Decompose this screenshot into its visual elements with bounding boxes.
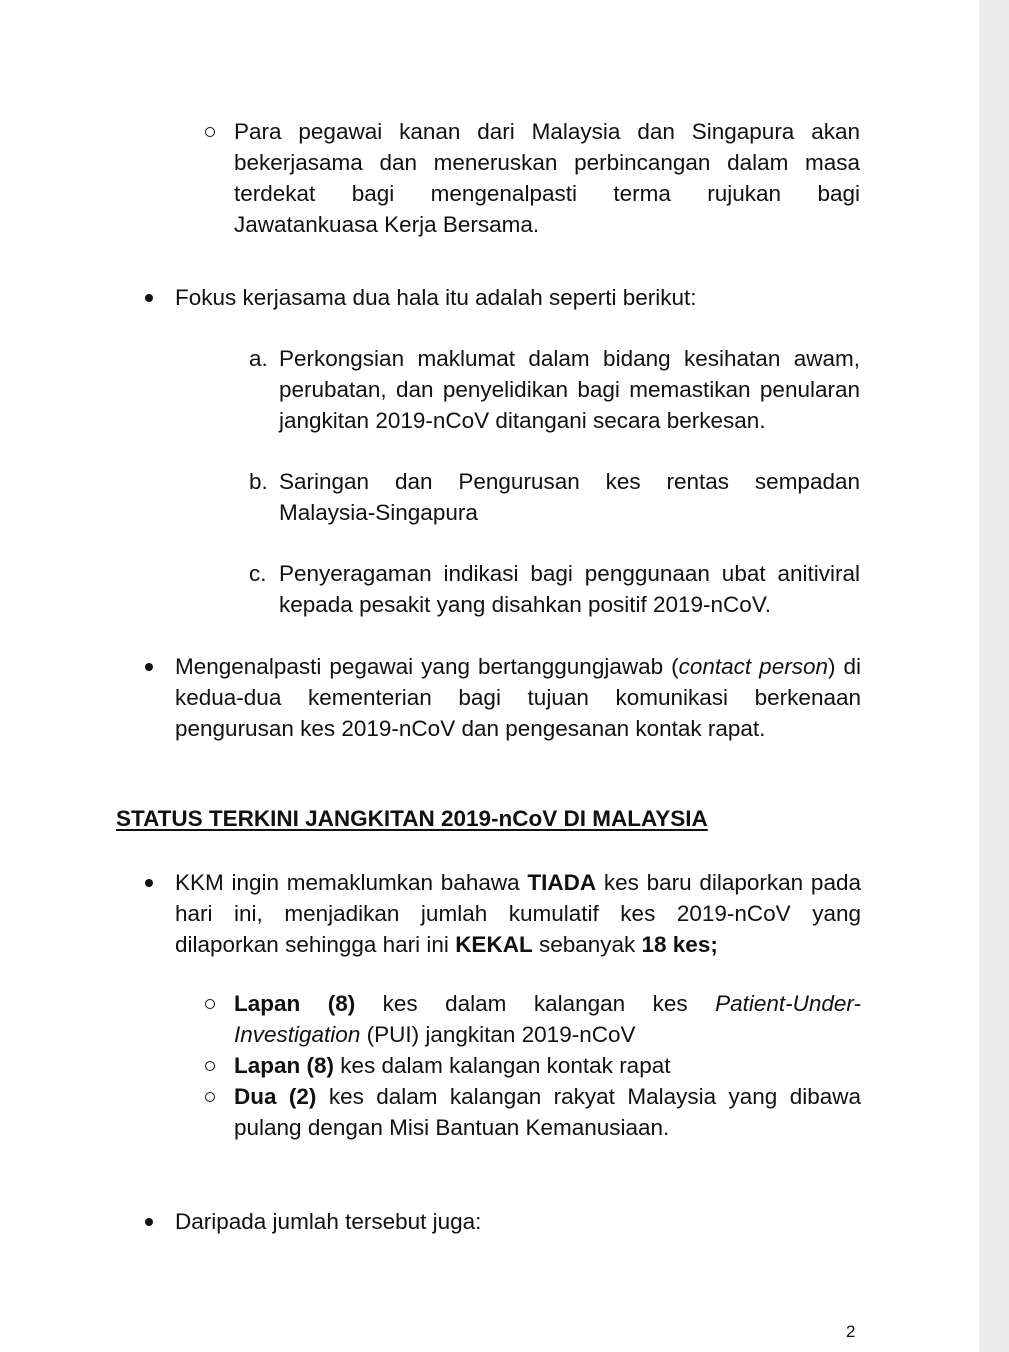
text-line: kedua-dua kementerian bagi tujuan komunikasi berkenaan	[175, 685, 861, 710]
focus-item-b	[279, 466, 860, 528]
text-line: bekerjasama dan meneruskan perbincangan dalam masa	[234, 150, 860, 175]
text-line: dilaporkan sehingga hari ini KEKAL sebanyak 18 kes;	[175, 932, 718, 957]
text-line: Saringan dan Pengurusan kes rentas sempadan	[279, 469, 860, 494]
list-marker: a.	[249, 346, 268, 371]
sub-bullet-officials	[234, 116, 860, 240]
case-contacts	[234, 1050, 861, 1081]
section-heading: STATUS TERKINI JANGKITAN 2019-nCoV DI MALAYSIA	[116, 806, 708, 831]
italic-term: contact person	[678, 654, 828, 679]
text-line: Penyeragaman indikasi bagi penggunaan ubat anitiviral	[279, 561, 860, 586]
bullet-icon	[145, 879, 153, 887]
focus-item-c	[279, 558, 860, 620]
text-line: terdekat bagi mengenalpasti terma rujukan bagi	[234, 181, 860, 206]
text-line: hari ini, menjadikan jumlah kumulatif kes 2019-nCoV yang	[175, 901, 861, 926]
text-line: Lapan (8) kes dalam kalangan kes Patient-Under-	[234, 991, 861, 1016]
text-line: pulang dengan Misi Bantuan Kemanusiaan.	[234, 1115, 670, 1140]
list-marker: b.	[249, 469, 268, 494]
bullet-kkm	[175, 867, 861, 960]
scrollbar-gutter[interactable]	[979, 0, 1009, 1352]
text-line: Perkongsian maklumat dalam bidang kesihatan awam,	[279, 346, 860, 371]
case-pui	[234, 988, 861, 1050]
hollow-bullet-icon	[205, 127, 215, 137]
bullet-icon	[145, 294, 153, 302]
text-line: KKM ingin memaklumkan bahawa TIADA kes baru dilaporkan pada	[175, 870, 861, 895]
list-marker: c.	[249, 561, 267, 586]
text-line: Jawatankuasa Kerja Bersama.	[234, 212, 540, 237]
hollow-bullet-icon	[205, 1061, 215, 1071]
text-line: perubatan, dan penyelidikan bagi memastikan penularan	[279, 377, 860, 402]
text-line: Malaysia-Singapura	[279, 500, 478, 525]
page-number: 2	[846, 1322, 856, 1341]
text-line: Para pegawai kanan dari Malaysia dan Singapura akan	[234, 119, 860, 144]
bullet-icon	[145, 1218, 153, 1226]
text-line: jangkitan 2019-nCoV ditangani secara berkesan.	[279, 408, 766, 433]
bullet-icon	[145, 663, 153, 671]
text-line: kepada pesakit yang disahkan positif 2019-nCoV.	[279, 592, 772, 617]
text-line: Lapan (8) kes dalam kalangan kontak rapat	[234, 1053, 671, 1078]
focus-item-a	[279, 343, 860, 436]
case-mission	[234, 1081, 861, 1143]
text-line: pengurusan kes 2019-nCoV dan pengesanan kontak rapat.	[175, 716, 766, 741]
bullet-contact	[175, 651, 861, 744]
hollow-bullet-icon	[205, 999, 215, 1009]
text-line: Mengenalpasti pegawai yang bertanggungjawab (contact person) di	[175, 654, 861, 679]
hollow-bullet-icon	[205, 1092, 215, 1102]
text-line: Investigation (PUI) jangkitan 2019-nCoV	[234, 1022, 636, 1047]
bullet-total: Daripada jumlah tersebut juga:	[175, 1209, 482, 1234]
text-line: Dua (2) kes dalam kalangan rakyat Malaysia yang dibawa	[234, 1084, 862, 1109]
bullet-focus: Fokus kerjasama dua hala itu adalah seperti berikut:	[175, 285, 697, 310]
